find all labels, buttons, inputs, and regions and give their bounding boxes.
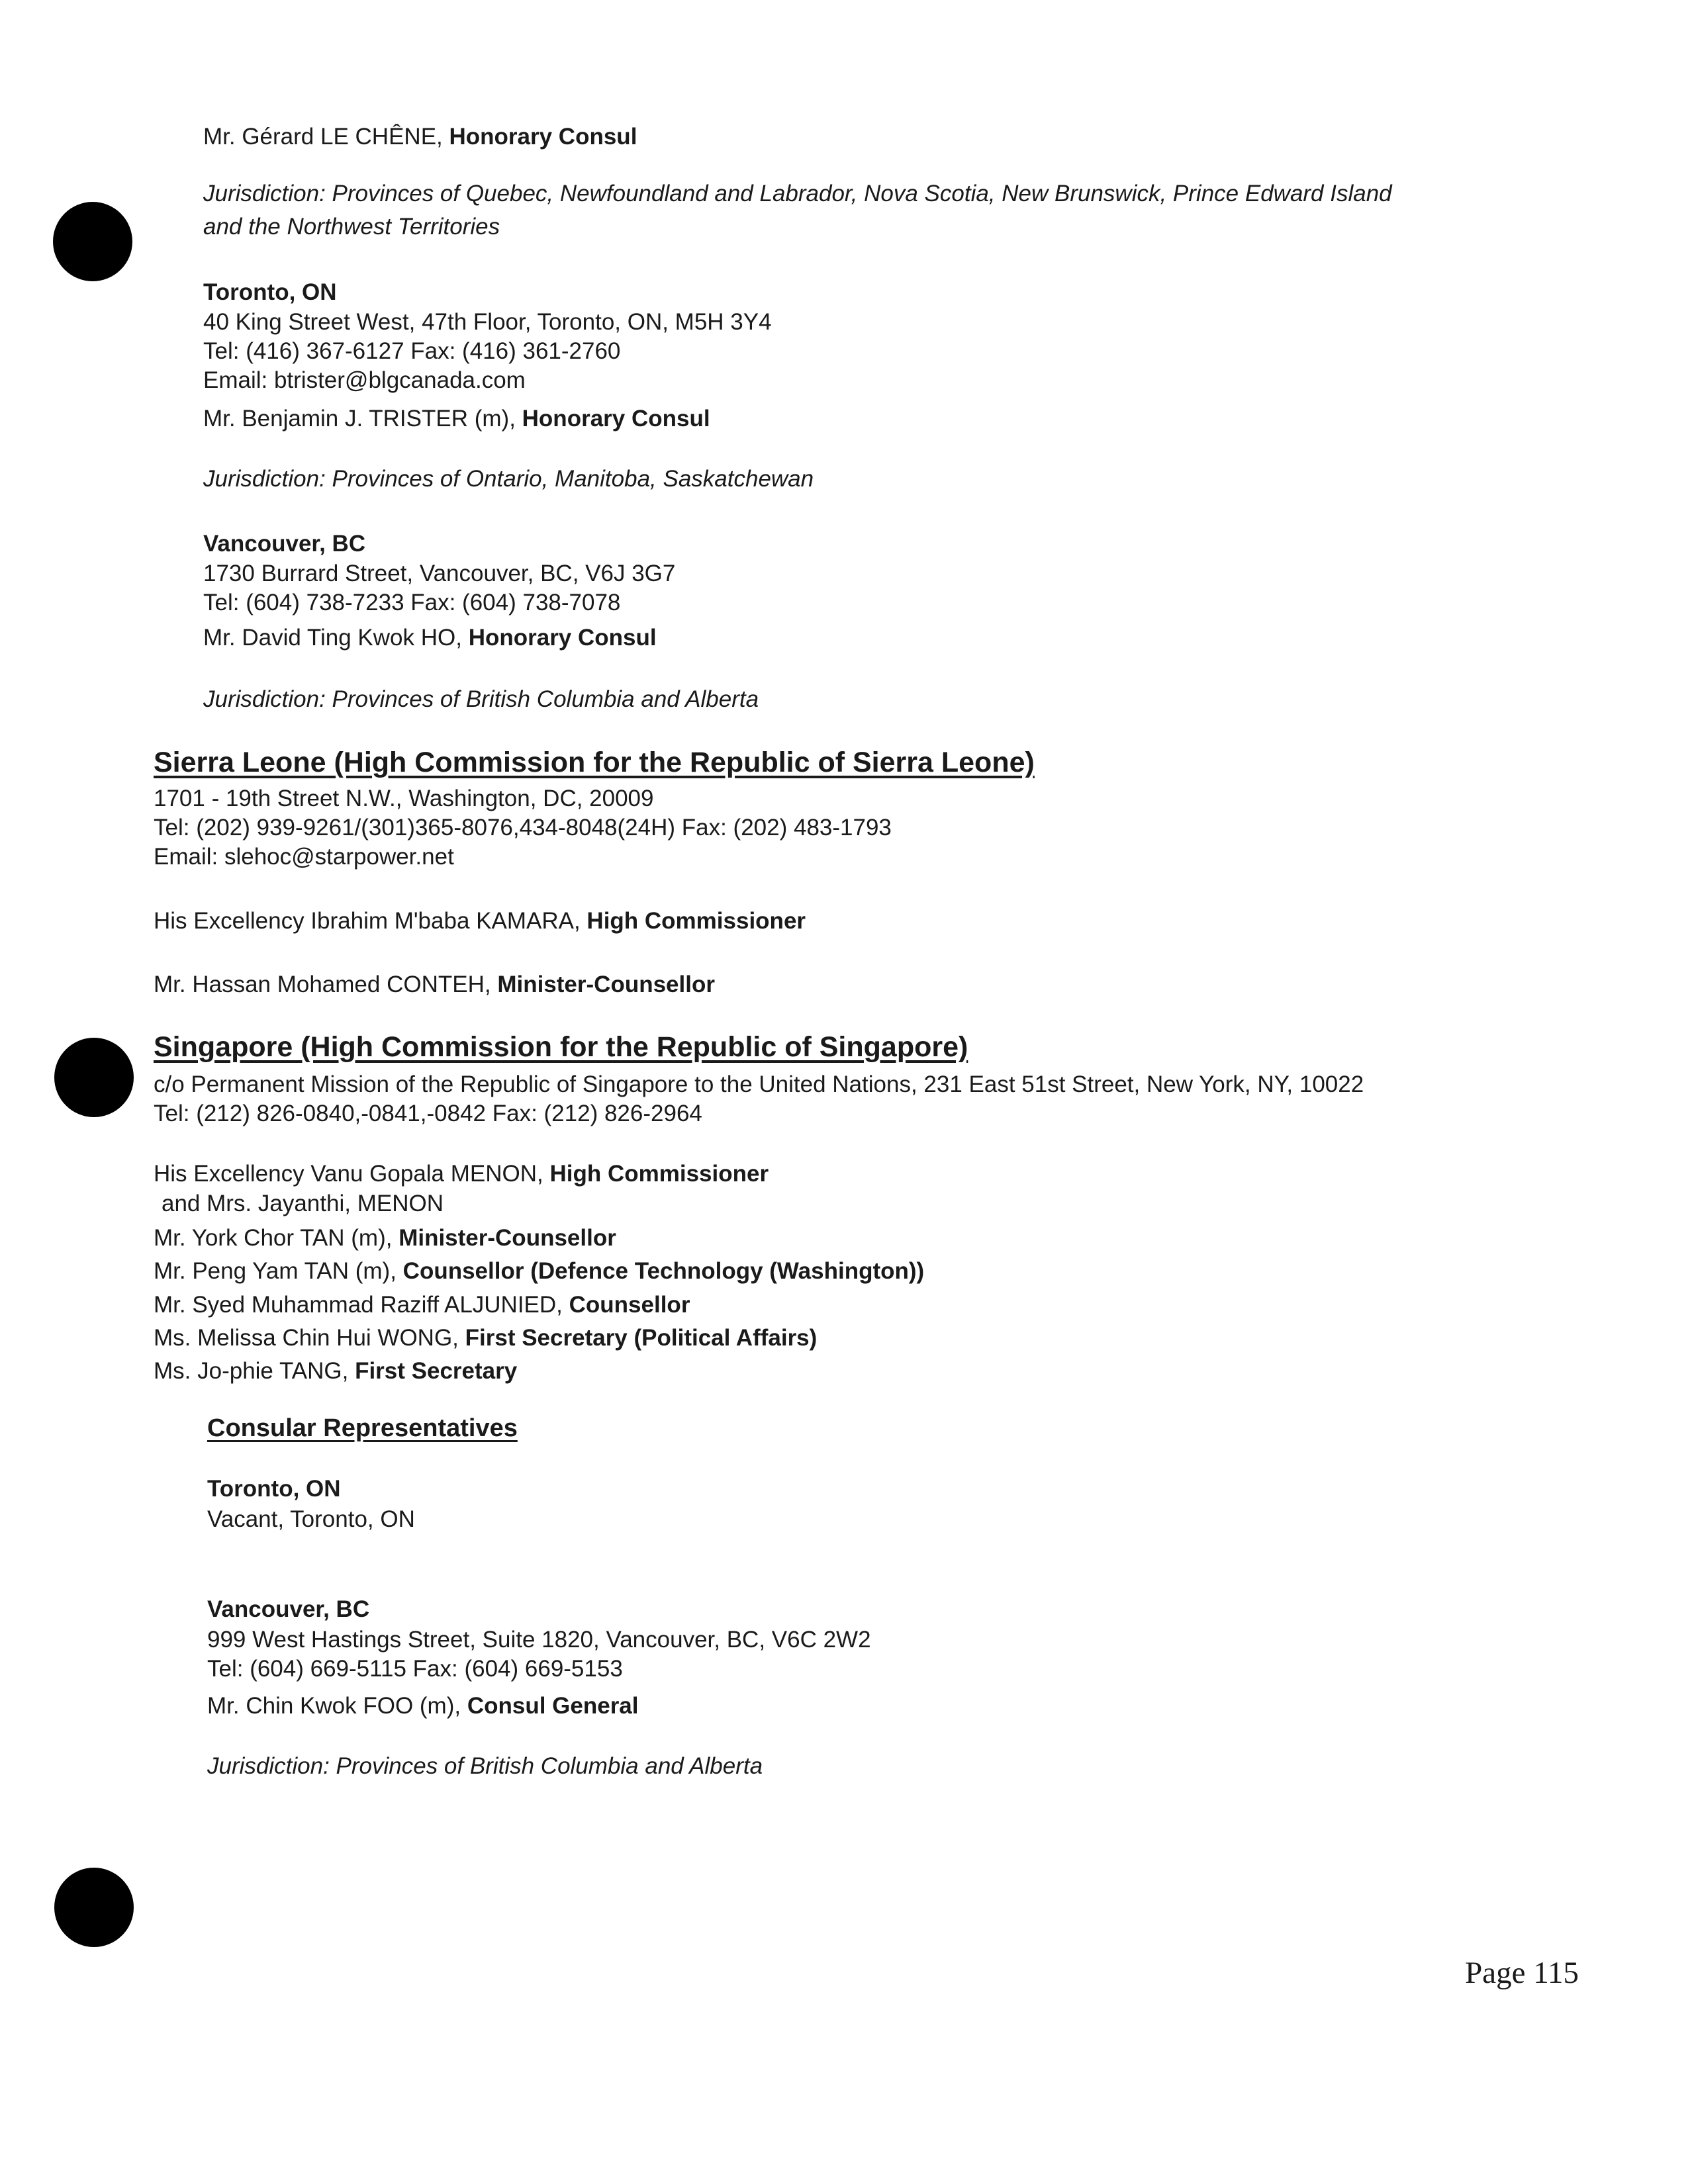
- staff-name: Mr. Syed Muhammad Raziff ALJUNIED,: [154, 1292, 563, 1318]
- punch-hole-top: [53, 202, 132, 281]
- staff-entry: [154, 970, 715, 999]
- staff-title: First Secretary (Political Affairs): [465, 1325, 818, 1351]
- country-heading-singapore: Singapore (High Commission for the Republic of Singapore): [154, 1031, 968, 1063]
- consul-entry: [207, 1692, 639, 1721]
- consul-entry: [203, 122, 637, 152]
- jurisdiction-line: Jurisdiction: Provinces of British Columbia and Alberta: [207, 1753, 763, 1779]
- staff-title: High Commissioner: [549, 1161, 769, 1187]
- staff-title: High Commissioner: [586, 908, 806, 934]
- office-phone: Tel: (604) 738-7233 Fax: (604) 738-7078: [203, 590, 621, 615]
- staff-name: His Excellency Vanu Gopala MENON,: [154, 1161, 543, 1187]
- staff-title: First Secretary: [355, 1358, 518, 1384]
- staff-entry: [154, 1324, 817, 1353]
- office-address: 999 West Hastings Street, Suite 1820, Vancouver, BC, V6C 2W2: [207, 1627, 871, 1653]
- office-city: Vancouver, BC: [203, 531, 366, 557]
- office-status: Vacant, Toronto, ON: [207, 1506, 415, 1532]
- staff-title: Minister-Counsellor: [399, 1225, 616, 1251]
- staff-name: Mr. York Chor TAN (m),: [154, 1225, 393, 1251]
- staff-name: Ms. Jo-phie TANG,: [154, 1358, 349, 1384]
- consul-name: Mr. David Ting Kwok HO,: [203, 625, 462, 651]
- mission-address: c/o Permanent Mission of the Republic of Singapore to the United Nations, 231 East 51st Street, New York, NY, 10022: [154, 1071, 1364, 1097]
- mission-email: Email: slehoc@starpower.net: [154, 844, 454, 870]
- staff-title: Counsellor: [569, 1292, 690, 1318]
- consul-name: Mr. Chin Kwok FOO (m),: [207, 1693, 461, 1719]
- jurisdiction-line: Jurisdiction: Provinces of British Columbia and Alberta: [203, 686, 759, 712]
- staff-entry: [154, 1257, 924, 1286]
- consular-heading: Consular Representatives: [207, 1414, 518, 1442]
- punch-hole-middle: [54, 1038, 134, 1117]
- staff-entry: [154, 1224, 616, 1253]
- staff-name: His Excellency Ibrahim M'baba KAMARA,: [154, 908, 581, 934]
- staff-name: Mr. Peng Yam TAN (m),: [154, 1258, 397, 1284]
- consul-name: Mr. Gérard LE CHÊNE,: [203, 124, 443, 150]
- staff-entry: [154, 1291, 690, 1320]
- staff-entry: [154, 1160, 769, 1189]
- office-address: 1730 Burrard Street, Vancouver, BC, V6J 3G7: [203, 561, 676, 586]
- staff-spouse: and Mrs. Jayanthi, MENON: [162, 1191, 444, 1216]
- consul-entry: [203, 404, 710, 433]
- office-address: 40 King Street West, 47th Floor, Toronto, ON, M5H 3Y4: [203, 309, 772, 335]
- page-number: Page 115: [1465, 1956, 1579, 1990]
- jurisdiction-line: Jurisdiction: Provinces of Quebec, Newfoundland and Labrador, Nova Scotia, New Brunswick, Prince Edward Island: [203, 181, 1392, 206]
- office-email: Email: btrister@blgcanada.com: [203, 367, 526, 393]
- consul-title: Consul General: [467, 1693, 639, 1719]
- staff-entry: [154, 1357, 517, 1386]
- punch-hole-bottom: [54, 1868, 134, 1947]
- office-city: Vancouver, BC: [207, 1596, 370, 1622]
- mission-address: 1701 - 19th Street N.W., Washington, DC, 20009: [154, 786, 654, 811]
- staff-name: Ms. Melissa Chin Hui WONG,: [154, 1325, 459, 1351]
- country-heading-sierra-leone: Sierra Leone (High Commission for the Republic of Sierra Leone): [154, 747, 1035, 778]
- consul-title: Honorary Consul: [468, 625, 657, 651]
- office-phone: Tel: (604) 669-5115 Fax: (604) 669-5153: [207, 1656, 623, 1682]
- jurisdiction-line: and the Northwest Territories: [203, 214, 500, 240]
- consul-entry: [203, 623, 657, 653]
- jurisdiction-line: Jurisdiction: Provinces of Ontario, Manitoba, Saskatchewan: [203, 466, 814, 492]
- consul-title: Honorary Consul: [449, 124, 637, 150]
- consul-title: Honorary Consul: [522, 406, 710, 432]
- office-city: Toronto, ON: [207, 1476, 341, 1502]
- office-city: Toronto, ON: [203, 279, 337, 305]
- mission-phone: Tel: (212) 826-0840,-0841,-0842 Fax: (212) 826-2964: [154, 1101, 702, 1126]
- staff-entry: [154, 907, 806, 936]
- staff-name: Mr. Hassan Mohamed CONTEH,: [154, 972, 491, 997]
- staff-title: Minister-Counsellor: [497, 972, 715, 997]
- mission-phone: Tel: (202) 939-9261/(301)365-8076,434-8048(24H) Fax: (202) 483-1793: [154, 815, 892, 841]
- consul-name: Mr. Benjamin J. TRISTER (m),: [203, 406, 516, 432]
- staff-title: Counsellor (Defence Technology (Washington)): [402, 1258, 925, 1284]
- office-phone: Tel: (416) 367-6127 Fax: (416) 361-2760: [203, 338, 621, 364]
